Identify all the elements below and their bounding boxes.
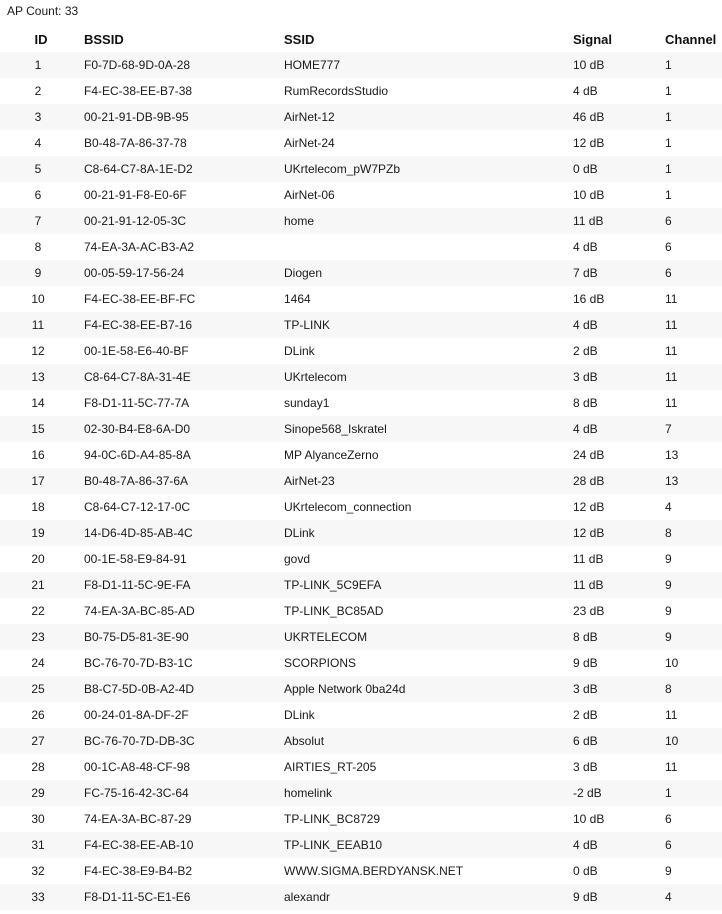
table-row (0, 442, 722, 468)
cell-bssid: B8-C7-5D-0B-A2-4D (84, 682, 195, 696)
cell-channel: 4 (665, 500, 672, 514)
cell-signal: 4 dB (573, 422, 598, 436)
cell-ssid: AirNet-23 (284, 474, 335, 488)
cell-signal: 12 dB (573, 500, 605, 514)
cell-signal: 11 dB (573, 552, 604, 566)
table-row (0, 364, 722, 390)
cell-signal: 9 dB (573, 890, 598, 904)
cell-bssid: FC-75-16-42-3C-64 (84, 786, 189, 800)
table-body (0, 52, 722, 910)
cell-bssid: B0-75-D5-81-3E-90 (84, 630, 189, 644)
cell-id: 16 (31, 448, 45, 462)
cell-ssid: home (284, 214, 315, 228)
table-row (0, 104, 722, 130)
cell-signal: 2 dB (573, 344, 598, 358)
cell-channel: 10 (665, 734, 679, 748)
cell-bssid: C8-64-C7-8A-1E-D2 (84, 162, 193, 176)
cell-ssid: HOME777 (284, 58, 341, 72)
cell-ssid: AirNet-12 (284, 110, 335, 124)
cell-bssid: 00-1E-58-E6-40-BF (84, 344, 189, 358)
access-point-table (0, 26, 722, 910)
table-row (0, 286, 722, 312)
cell-bssid: 74-EA-3A-AC-B3-A2 (84, 240, 195, 254)
cell-signal: 9 dB (573, 656, 598, 670)
cell-signal: 4 dB (573, 240, 598, 254)
cell-ssid: 1464 (284, 292, 311, 306)
cell-channel: 9 (665, 578, 672, 592)
table-row (0, 78, 722, 104)
cell-channel: 9 (665, 604, 672, 618)
cell-signal: 10 dB (573, 58, 605, 72)
cell-ssid: TP-LINK_5C9EFA (284, 578, 382, 592)
cell-channel: 11 (665, 708, 678, 722)
cell-ssid: DLink (284, 344, 315, 358)
cell-channel: 13 (665, 448, 679, 462)
cell-id: 25 (31, 682, 45, 696)
cell-bssid: F4-EC-38-EE-BF-FC (84, 292, 196, 306)
cell-signal: 0 dB (573, 162, 598, 176)
cell-bssid: 00-24-01-8A-DF-2F (84, 708, 189, 722)
cell-ssid: TP-LINK_EEAB10 (284, 838, 383, 852)
cell-bssid: 00-21-91-F8-E0-6F (84, 188, 187, 202)
table-row (0, 728, 722, 754)
table-row (0, 312, 722, 338)
cell-id: 32 (31, 864, 45, 878)
cell-ssid: Absolut (284, 734, 325, 748)
cell-id: 6 (34, 188, 42, 202)
cell-channel: 8 (665, 526, 672, 540)
cell-channel: 9 (665, 864, 672, 878)
cell-id: 19 (31, 526, 45, 540)
cell-id: 13 (31, 370, 45, 384)
cell-ssid: DLink (284, 708, 315, 722)
cell-id: 1 (34, 58, 42, 72)
cell-signal: 10 dB (573, 188, 605, 202)
column-header-signal: Signal (573, 31, 613, 47)
cell-id: 20 (31, 552, 45, 566)
header-row (0, 26, 722, 52)
cell-id: 3 (34, 110, 42, 124)
cell-bssid: 74-EA-3A-BC-87-29 (84, 812, 192, 826)
cell-ssid: AirNet-24 (284, 136, 335, 150)
cell-signal: 3 dB (573, 760, 598, 774)
cell-id: 8 (34, 240, 42, 254)
cell-bssid: F0-7D-68-9D-0A-28 (84, 58, 191, 72)
cell-channel: 8 (665, 682, 672, 696)
cell-channel: 6 (665, 214, 672, 228)
cell-bssid: C8-64-C7-12-17-0C (84, 500, 191, 514)
cell-signal: -2 dB (573, 786, 602, 800)
cell-ssid: SCORPIONS (284, 656, 357, 670)
cell-channel: 6 (665, 838, 672, 852)
cell-id: 9 (34, 266, 42, 280)
cell-signal: 23 dB (573, 604, 605, 618)
table-row (0, 884, 722, 910)
cell-channel: 7 (665, 422, 672, 436)
table-row (0, 676, 722, 702)
cell-id: 24 (31, 656, 45, 670)
cell-bssid: B0-48-7A-86-37-78 (84, 136, 187, 150)
cell-channel: 13 (665, 474, 679, 488)
table-row (0, 182, 722, 208)
cell-ssid: Apple Network 0ba24d (284, 682, 406, 696)
table-row (0, 494, 722, 520)
table-row (0, 780, 722, 806)
cell-channel: 11 (665, 318, 678, 332)
cell-ssid: MP AlyanceZerno (284, 448, 379, 462)
cell-signal: 4 dB (573, 84, 598, 98)
cell-bssid: F4-EC-38-E9-B4-B2 (84, 864, 193, 878)
cell-signal: 8 dB (573, 630, 598, 644)
cell-channel: 6 (665, 812, 672, 826)
cell-ssid: alexandr (284, 890, 331, 904)
cell-signal: 28 dB (573, 474, 605, 488)
column-header-ssid: SSID (284, 31, 315, 47)
cell-ssid: RumRecordsStudio (284, 84, 389, 98)
column-header-id: ID (34, 31, 48, 47)
cell-id: 31 (31, 838, 45, 852)
cell-bssid: F8-D1-11-5C-77-7A (84, 396, 190, 410)
table-row (0, 650, 722, 676)
cell-signal: 11 dB (573, 578, 604, 592)
cell-channel: 11 (665, 396, 678, 410)
cell-ssid: govd (284, 552, 311, 566)
cell-channel: 1 (665, 58, 672, 72)
cell-id: 21 (31, 578, 45, 592)
cell-id: 7 (34, 214, 42, 228)
cell-channel: 6 (665, 240, 672, 254)
table-row (0, 156, 722, 182)
column-header-bssid: BSSID (84, 31, 124, 47)
cell-ssid: Diogen (284, 266, 323, 280)
cell-signal: 0 dB (573, 864, 598, 878)
cell-signal: 10 dB (573, 812, 605, 826)
cell-ssid: AirNet-06 (284, 188, 335, 202)
cell-bssid: 14-D6-4D-85-AB-4C (84, 526, 193, 540)
cell-signal: 12 dB (573, 526, 605, 540)
cell-id: 10 (31, 292, 45, 306)
cell-ssid: AIRTIES_RT-205 (284, 760, 377, 774)
cell-ssid: homelink (284, 786, 333, 800)
cell-ssid: Sinope568_Iskratel (284, 422, 387, 436)
cell-signal: 2 dB (573, 708, 598, 722)
cell-id: 14 (31, 396, 45, 410)
column-header-channel: Channel (665, 31, 717, 47)
cell-bssid: 00-1E-58-E9-84-91 (84, 552, 187, 566)
table-row (0, 130, 722, 156)
cell-signal: 8 dB (573, 396, 598, 410)
cell-bssid: 00-21-91-DB-9B-95 (84, 110, 189, 124)
cell-bssid: F8-D1-11-5C-E1-E6 (84, 890, 191, 904)
cell-ssid: TP-LINK_BC85AD (284, 604, 384, 618)
cell-channel: 4 (665, 890, 672, 904)
cell-bssid: C8-64-C7-8A-31-4E (84, 370, 191, 384)
cell-channel: 10 (665, 656, 679, 670)
cell-ssid: TP-LINK_BC8729 (284, 812, 381, 826)
cell-signal: 3 dB (573, 682, 598, 696)
cell-channel: 1 (665, 136, 672, 150)
cell-ssid: sunday1 (284, 396, 330, 410)
cell-channel: 1 (665, 84, 672, 98)
cell-id: 17 (31, 474, 45, 488)
cell-id: 15 (31, 422, 45, 436)
table-row (0, 806, 722, 832)
cell-channel: 1 (665, 188, 672, 202)
cell-bssid: 74-EA-3A-BC-85-AD (84, 604, 195, 618)
cell-bssid: BC-76-70-7D-B3-1C (84, 656, 193, 670)
cell-signal: 12 dB (573, 136, 605, 150)
cell-signal: 6 dB (573, 734, 598, 748)
cell-bssid: F8-D1-11-5C-9E-FA (84, 578, 191, 592)
cell-channel: 11 (665, 292, 678, 306)
cell-ssid: UKRTELECOM (284, 630, 368, 644)
cell-id: 29 (31, 786, 45, 800)
cell-ssid: UKrtelecom_pW7PZb (284, 162, 401, 176)
cell-id: 4 (34, 136, 42, 150)
cell-bssid: 94-0C-6D-A4-85-8A (84, 448, 191, 462)
cell-channel: 11 (665, 344, 678, 358)
table-row (0, 572, 722, 598)
cell-id: 22 (31, 604, 45, 618)
cell-channel: 11 (665, 370, 678, 384)
cell-bssid: F4-EC-38-EE-B7-38 (84, 84, 193, 98)
cell-signal: 3 dB (573, 370, 598, 384)
table-row (0, 754, 722, 780)
cell-ssid: UKrtelecom_connection (284, 500, 412, 514)
table-row (0, 624, 722, 650)
cell-signal: 4 dB (573, 318, 598, 332)
table-row (0, 832, 722, 858)
table-row (0, 208, 722, 234)
cell-channel: 9 (665, 630, 672, 644)
cell-id: 18 (31, 500, 45, 514)
cell-bssid: BC-76-70-7D-DB-3C (84, 734, 195, 748)
cell-bssid: 00-05-59-17-56-24 (84, 266, 185, 280)
table-row (0, 858, 722, 884)
cell-bssid: 02-30-B4-E8-6A-D0 (84, 422, 191, 436)
cell-id: 12 (31, 344, 45, 358)
ap-count-label: AP Count: 33 (7, 4, 79, 18)
cell-id: 11 (31, 318, 45, 332)
cell-id: 2 (34, 84, 42, 98)
table-row (0, 338, 722, 364)
cell-id: 30 (31, 812, 45, 826)
cell-bssid: F4-EC-38-EE-AB-10 (84, 838, 194, 852)
cell-ssid: UKrtelecom (284, 370, 347, 384)
table-row (0, 390, 722, 416)
cell-channel: 11 (665, 760, 678, 774)
table-row (0, 468, 722, 494)
table-row (0, 260, 722, 286)
table-row (0, 234, 722, 260)
cell-ssid (284, 234, 573, 260)
cell-id: 27 (31, 734, 45, 748)
cell-channel: 1 (665, 162, 672, 176)
table-row (0, 520, 722, 546)
cell-id: 33 (31, 890, 45, 904)
table-row (0, 598, 722, 624)
cell-ssid: WWW.SIGMA.BERDYANSK.NET (284, 864, 464, 878)
cell-signal: 16 dB (573, 292, 605, 306)
table-row (0, 52, 722, 78)
table-row (0, 416, 722, 442)
cell-id: 5 (34, 162, 42, 176)
cell-signal: 7 dB (573, 266, 598, 280)
cell-bssid: B0-48-7A-86-37-6A (84, 474, 189, 488)
cell-ssid: DLink (284, 526, 315, 540)
cell-channel: 1 (665, 786, 672, 800)
cell-id: 28 (31, 760, 45, 774)
cell-bssid: F4-EC-38-EE-B7-16 (84, 318, 193, 332)
cell-signal: 46 dB (573, 110, 605, 124)
cell-signal: 24 dB (573, 448, 605, 462)
cell-channel: 9 (665, 552, 672, 566)
cell-ssid: TP-LINK (284, 318, 331, 332)
table-row (0, 546, 722, 572)
cell-signal: 11 dB (573, 214, 604, 228)
cell-signal: 4 dB (573, 838, 598, 852)
cell-id: 23 (31, 630, 45, 644)
cell-id: 26 (31, 708, 45, 722)
cell-channel: 6 (665, 266, 672, 280)
cell-bssid: 00-21-91-12-05-3C (84, 214, 187, 228)
cell-bssid: 00-1C-A8-48-CF-98 (84, 760, 191, 774)
table-row (0, 702, 722, 728)
table-header (0, 26, 722, 52)
cell-channel: 1 (665, 110, 672, 124)
